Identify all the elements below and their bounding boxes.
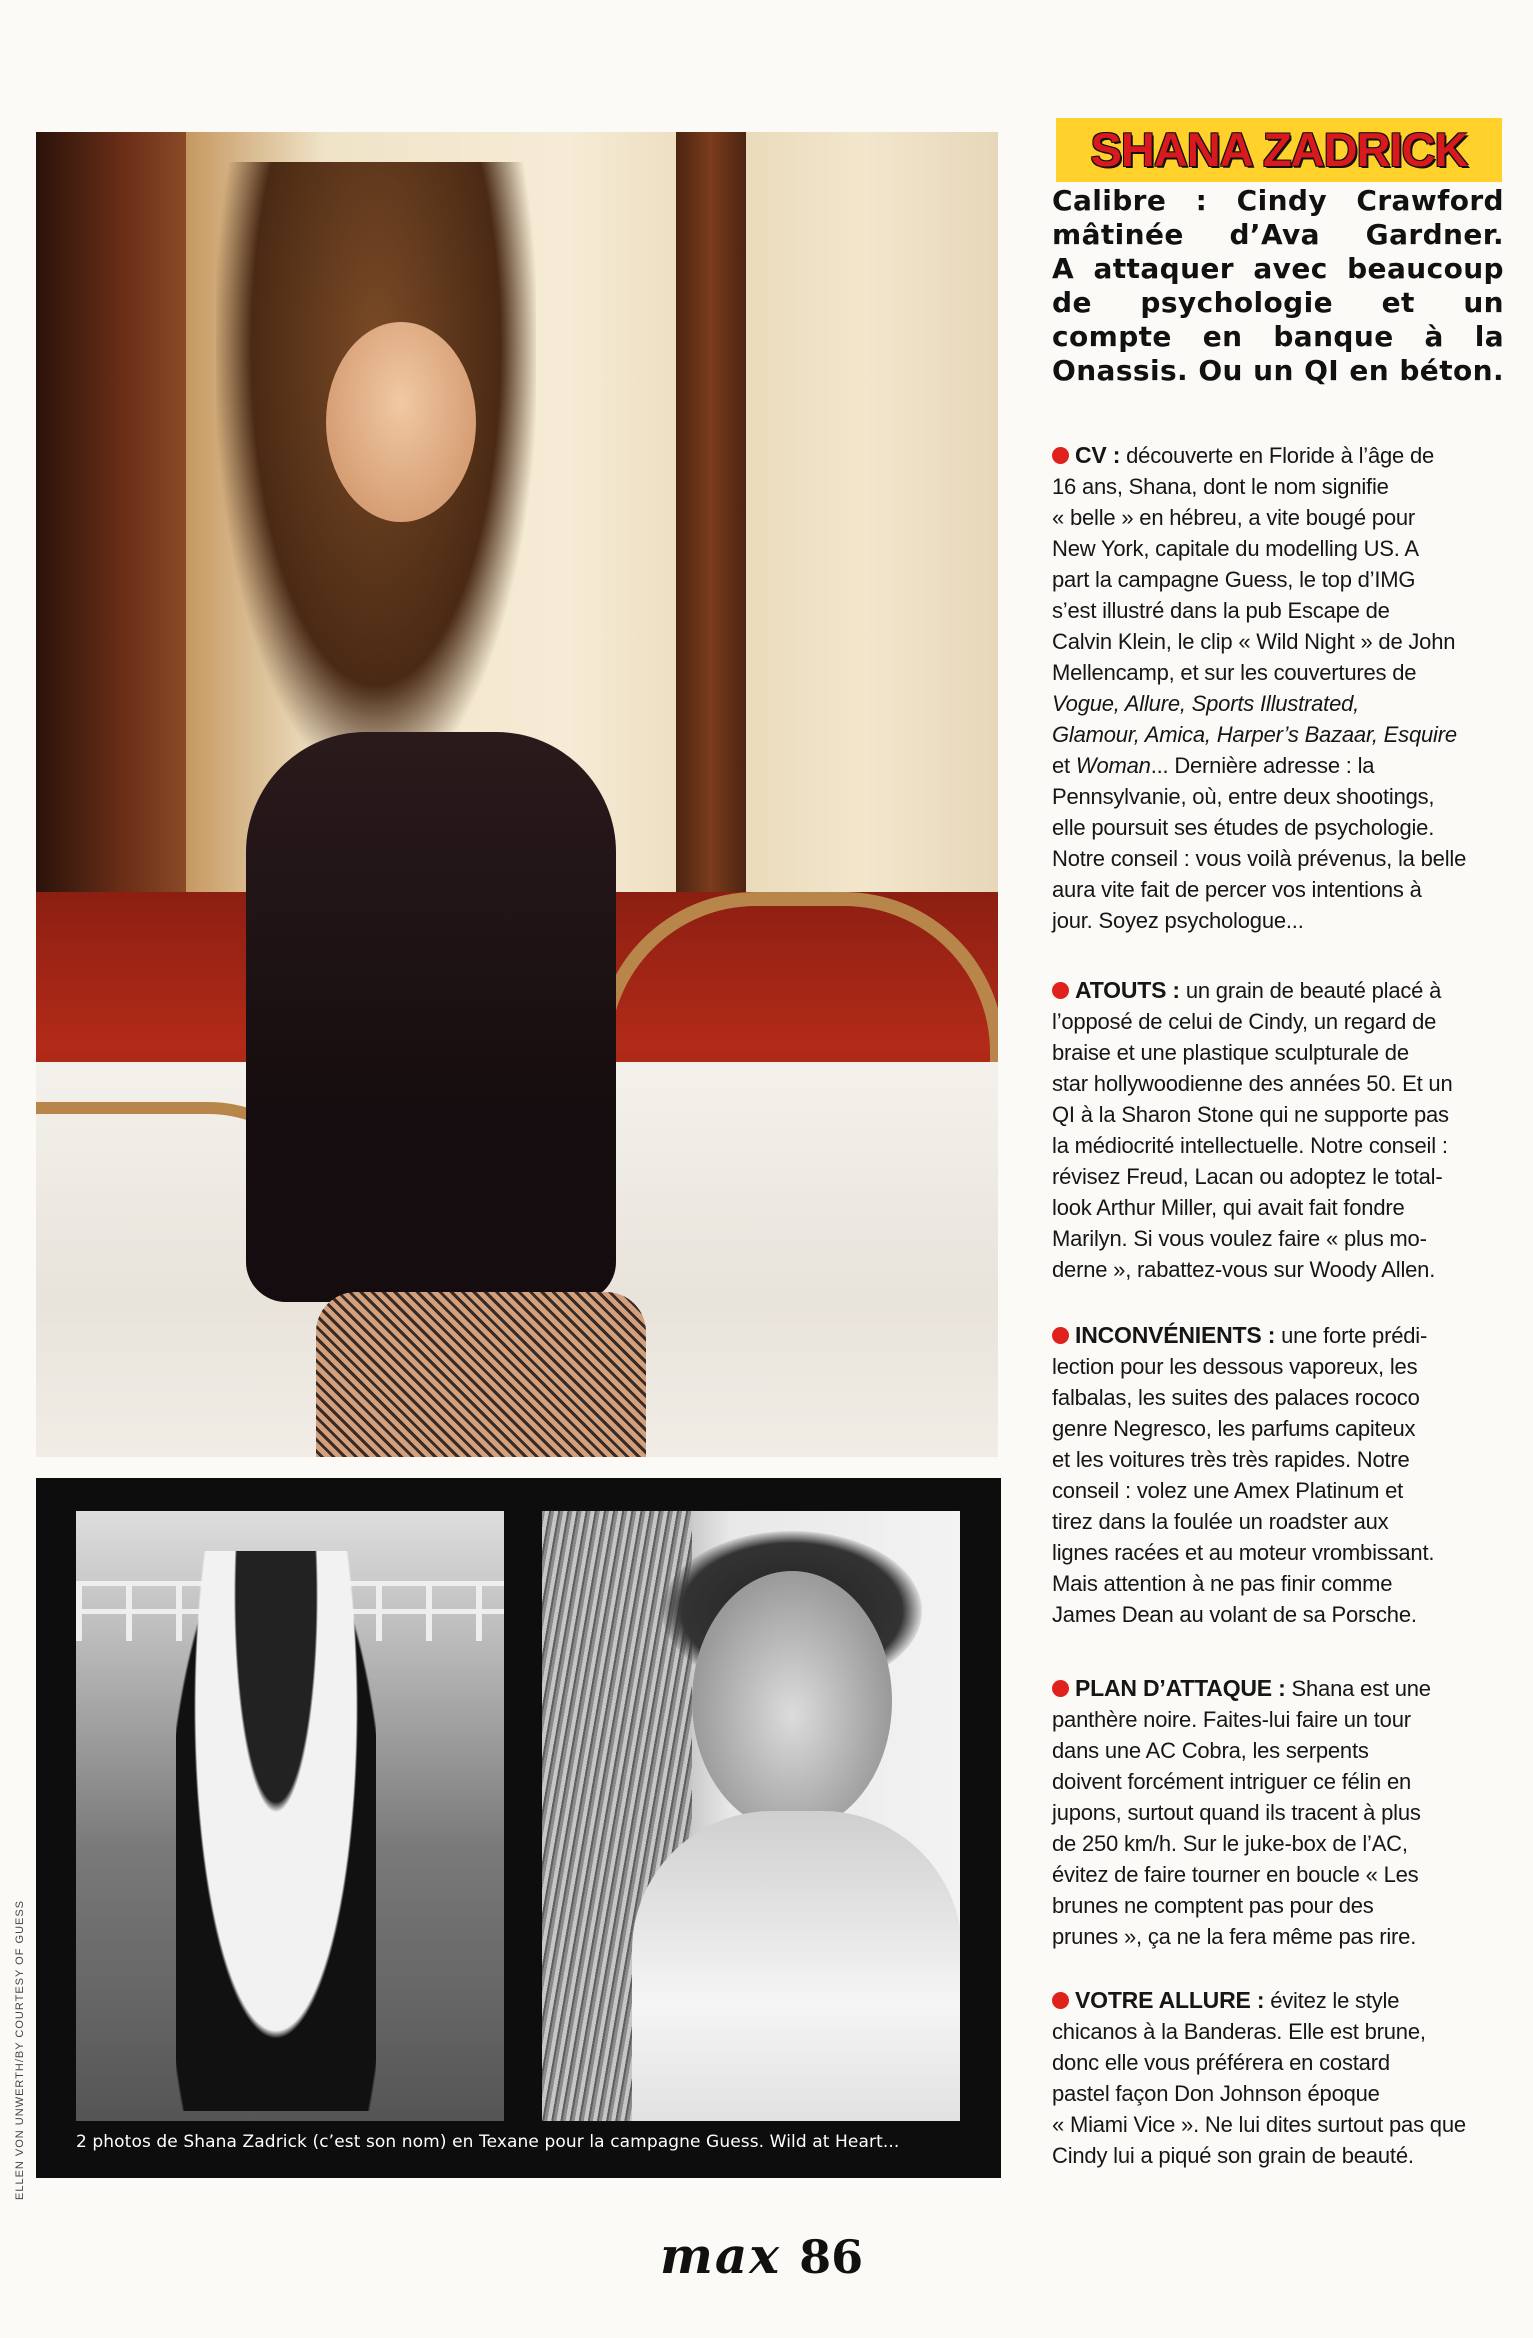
text-line: Marilyn. Si vous voulez faire « plus mo- — [1052, 1226, 1427, 1251]
text-line: chicanos à la Banderas. Elle est brune, — [1052, 2019, 1426, 2044]
section-atouts — [1052, 975, 1512, 1285]
article-title-text: SHANA ZADRICK — [1090, 123, 1468, 176]
magazine-logo: max — [660, 2226, 782, 2285]
text-fragment: Woman — [1075, 753, 1151, 778]
text-fragment: ... Dernière adresse : la — [1150, 753, 1375, 778]
text-line: Mellencamp, et sur les couvertures de — [1052, 660, 1417, 685]
text-line: 16 ans, Shana, dont le nom signifie — [1052, 474, 1389, 499]
intro-line: compte en banque à la — [1052, 320, 1504, 353]
text-line: star hollywoodienne des années 50. Et un — [1052, 1071, 1453, 1096]
page-footer — [660, 2226, 863, 2285]
photo-credit: ELLEN VON UNWERTH/BY COURTESY OF GUESS — [14, 1899, 26, 2200]
text-line: lection pour les dessous vaporeux, les — [1052, 1354, 1418, 1379]
section-label: VOTRE ALLURE : — [1075, 1987, 1265, 2013]
text-line: s’est illustré dans la pub Escape de — [1052, 598, 1390, 623]
text-line: Glamour, Amica, Harper’s Bazaar, Esquire — [1052, 722, 1457, 747]
intro-line: mâtinée d’Ava Gardner. — [1052, 218, 1504, 251]
text-line: une forte prédi- — [1281, 1323, 1428, 1348]
bullet-dot — [1052, 1680, 1069, 1697]
section-label: INCONVÉNIENTS : — [1075, 1322, 1276, 1348]
text-line: la médiocrité intellectuelle. Notre conseil : — [1052, 1133, 1448, 1158]
text-line: QI à la Sharon Stone qui ne supporte pas — [1052, 1102, 1449, 1127]
bullet-dot — [1052, 982, 1069, 999]
text-line: braise et une plastique sculpturale de — [1052, 1040, 1409, 1065]
text-line: pastel façon Don Johnson époque — [1052, 2081, 1380, 2106]
text-line: prunes », ça ne la fera même pas rire. — [1052, 1924, 1417, 1949]
bullet-dot — [1052, 1992, 1069, 2009]
text-line: évitez de faire tourner en boucle « Les — [1052, 1862, 1419, 1887]
text-line: look Arthur Miller, qui avait fait fondre — [1052, 1195, 1405, 1220]
text-line: tirez dans la foulée un roadster aux — [1052, 1509, 1389, 1534]
page-number: 86 — [799, 2230, 864, 2284]
section-plan-attaque — [1052, 1673, 1512, 1952]
text-line: « Miami Vice ». Ne lui dites surtout pas que — [1052, 2112, 1466, 2137]
intro-line: A attaquer avec beaucoup — [1052, 252, 1504, 285]
text-line: falbalas, les suites des palaces rococo — [1052, 1385, 1420, 1410]
text-line: brunes ne comptent pas pour des — [1052, 1893, 1374, 1918]
bullet-dot — [1052, 1327, 1069, 1344]
article-title — [1056, 118, 1502, 182]
text-line: Cindy lui a piqué son grain de beauté. — [1052, 2143, 1414, 2168]
text-line: Calvin Klein, le clip « Wild Night » de John — [1052, 629, 1456, 654]
text-line: genre Negresco, les parfums capiteux — [1052, 1416, 1416, 1441]
text-line: lignes racées et au moteur vrombissant. — [1052, 1540, 1435, 1565]
intro-line: Onassis. Ou un QI en béton. — [1052, 354, 1504, 387]
bw-photo-panel — [36, 1478, 1001, 2178]
section-label: ATOUTS : — [1075, 977, 1180, 1003]
text-line: l’opposé de celui de Cindy, un regard de — [1052, 1009, 1437, 1034]
intro-line: de psychologie et un — [1052, 286, 1504, 319]
text-line: évitez le style — [1270, 1988, 1400, 2013]
text-fragment: et — [1052, 753, 1076, 778]
main-photo — [36, 132, 998, 1457]
text-line: New York, capitale du modelling US. A — [1052, 536, 1419, 561]
text-line: un grain de beauté placé à — [1185, 978, 1442, 1003]
text-line: et les voitures très très rapides. Notre — [1052, 1447, 1410, 1472]
text-line: doivent forcément intriguer ce félin en — [1052, 1769, 1412, 1794]
text-line: « belle » en hébreu, a vite bougé pour — [1052, 505, 1416, 530]
section-label: PLAN D’ATTAQUE : — [1075, 1675, 1286, 1701]
bullet-dot — [1052, 447, 1069, 464]
text-line: jour. Soyez psychologue... — [1052, 908, 1304, 933]
text-line: de 250 km/h. Sur le juke-box de l’AC, — [1052, 1831, 1408, 1856]
text-line: James Dean au volant de sa Porsche. — [1052, 1602, 1417, 1627]
intro-line: Calibre : Cindy Crawford — [1052, 184, 1504, 217]
text-line: Notre conseil : vous voilà prévenus, la belle — [1052, 846, 1467, 871]
text-line: elle poursuit ses études de psychologie. — [1052, 815, 1435, 840]
text-line: Vogue, Allure, Sports Illustrated, — [1052, 691, 1360, 716]
text-line: Mais attention à ne pas finir comme — [1052, 1571, 1393, 1596]
text-line: Pennsylvanie, où, entre deux shootings, — [1052, 784, 1435, 809]
text-line: découverte en Floride à l’âge de — [1126, 443, 1435, 468]
intro-paragraph — [1052, 184, 1504, 388]
text-line: derne », rabattez-vous sur Woody Allen. — [1052, 1257, 1436, 1282]
photo-caption: 2 photos de Shana Zadrick (c’est son nom) en Texane pour la campagne Guess. Wild at Heart... — [76, 2132, 900, 2152]
text-line: conseil : volez une Amex Platinum et — [1052, 1478, 1404, 1503]
text-line: Shana est une — [1291, 1676, 1431, 1701]
section-cv — [1052, 440, 1512, 936]
text-line: révisez Freud, Lacan ou adoptez le total- — [1052, 1164, 1443, 1189]
text-line: panthère noire. Faites-lui faire un tour — [1052, 1707, 1411, 1732]
section-votre-allure — [1052, 1985, 1512, 2171]
text-line: jupons, surtout quand ils tracent à plus — [1052, 1800, 1421, 1825]
bw-photo-right — [542, 1511, 960, 2121]
text-line: part la campagne Guess, le top d’IMG — [1052, 567, 1416, 592]
section-inconvenients — [1052, 1320, 1512, 1630]
text-line: donc elle vous préférera en costard — [1052, 2050, 1390, 2075]
section-label: CV : — [1075, 442, 1121, 468]
bw-photo-left — [76, 1511, 504, 2121]
text-line: aura vite fait de percer vos intentions à — [1052, 877, 1422, 902]
text-line: dans une AC Cobra, les serpents — [1052, 1738, 1369, 1763]
